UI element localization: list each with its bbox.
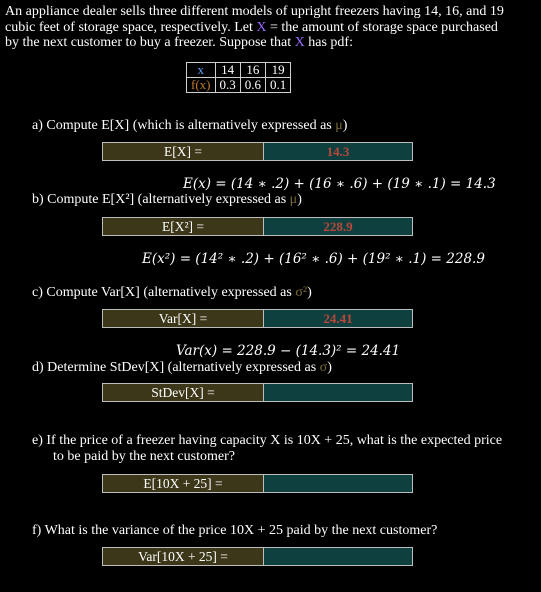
- intro-paragraph: [5, 4, 535, 51]
- question-b: b) Compute E[X²] (alternatively expressed as μ): [32, 192, 302, 207]
- answer-input[interactable]: [264, 384, 412, 401]
- question-f: f) What is the variance of the price 10X + 25 paid by the next customer?: [32, 523, 438, 538]
- answer-label: Var[10X + 25] =: [103, 548, 264, 565]
- variable-x: X: [294, 35, 305, 50]
- answer-label: Var[X] =: [103, 310, 264, 327]
- pdf-x-value: 14: [215, 63, 240, 78]
- pdf-p-value: 0.6: [240, 78, 265, 93]
- question-c: c) Compute Var[X] (alternatively expressed as σ²): [32, 285, 312, 300]
- pdf-row-f: [187, 78, 291, 93]
- mu-symbol: μ: [335, 118, 343, 133]
- question-a: a) Compute E[X] (which is alternatively expressed as μ): [32, 118, 348, 133]
- pdf-p-value: 0.3: [215, 78, 240, 93]
- answer-box-f: [102, 547, 413, 566]
- answer-box-b: [102, 217, 413, 236]
- pdf-x-value: 16: [240, 63, 265, 78]
- mu-symbol: μ: [289, 192, 298, 207]
- pdf-table: [186, 62, 291, 93]
- intro-line-2: cubic feet of storage space, respectively. Let X = the amount of storage space purchased: [5, 19, 498, 35]
- answer-input[interactable]: [264, 548, 412, 565]
- work-b: E(x²) = (14² ∗ .2) + (16² ∗ .6) + (19² ∗ .1) = 228.9: [142, 251, 485, 267]
- pdf-p-value: 0.1: [266, 78, 291, 93]
- intro-line-1: An appliance dealer sells three different models of upright freezers having 14, 16, and 19: [5, 4, 504, 19]
- answer-input[interactable]: [264, 475, 412, 492]
- pdf-header-x: x: [187, 63, 216, 78]
- answer-label: E[X²] =: [103, 218, 264, 235]
- answer-input[interactable]: 228.9: [264, 218, 412, 235]
- answer-label: E[10X + 25] =: [103, 475, 264, 492]
- answer-input[interactable]: 14.3: [264, 143, 412, 160]
- work-a: E(x) = (14 ∗ .2) + (16 ∗ .6) + (19 ∗ .1) = 14.3: [183, 176, 496, 192]
- question-d: d) Determine StDev[X] (alternatively expressed as σ): [32, 360, 332, 375]
- answer-input[interactable]: 24.41: [264, 310, 412, 327]
- pdf-x-value: 19: [266, 63, 291, 78]
- work-c: Var(x) = 228.9 − (14.3)² = 24.41: [176, 343, 401, 359]
- question-e: e) If the price of a freezer having capacity X is 10X + 25, what is the expected price to be paid by the next customer?: [32, 433, 503, 464]
- intro-line-3: by the next customer to buy a freezer. Suppose that X has pdf:: [5, 35, 353, 50]
- answer-box-e: [102, 474, 413, 493]
- pdf-header-f: f(x): [187, 78, 216, 93]
- sigma-symbol: σ: [319, 360, 328, 375]
- answer-box-d: [102, 383, 413, 402]
- answer-box-a: [102, 142, 413, 161]
- answer-label: StDev[X] =: [103, 384, 264, 401]
- answer-box-c: [102, 309, 413, 328]
- variable-x: X: [256, 19, 267, 35]
- sigma-squared-symbol: σ²: [295, 285, 308, 300]
- answer-label: E[X] =: [103, 143, 264, 160]
- pdf-row-x: [187, 63, 291, 78]
